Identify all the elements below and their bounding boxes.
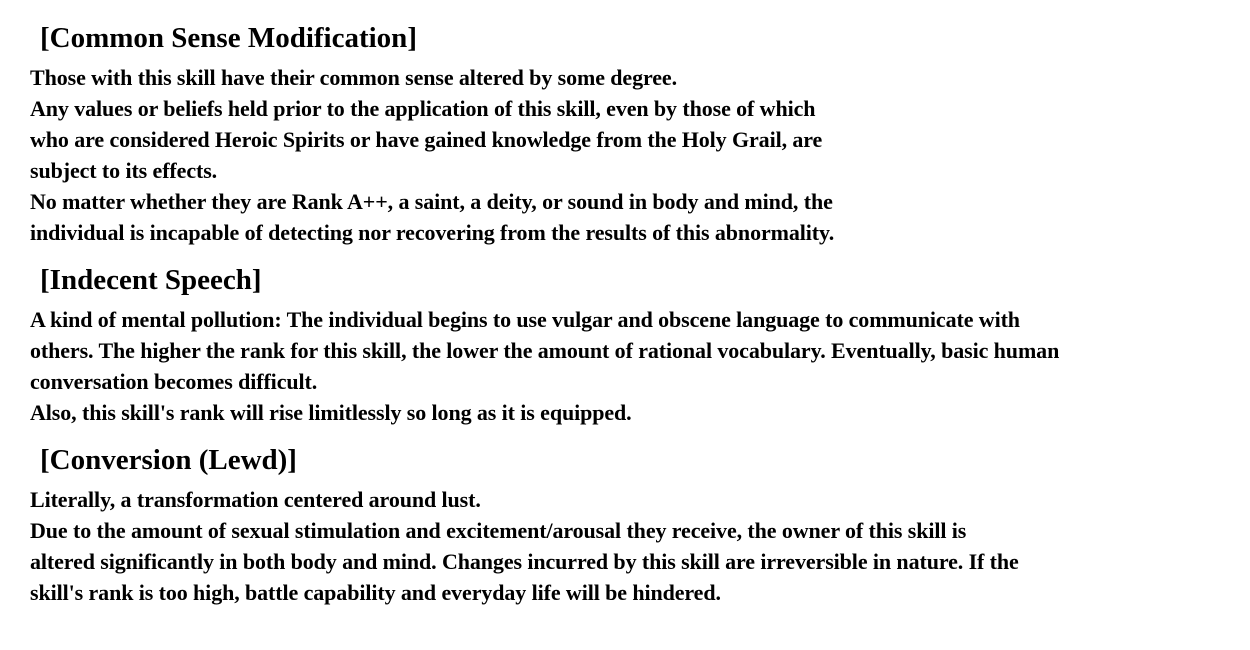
body-line: subject to its effects. [30, 158, 218, 183]
section-common-sense-modification [30, 18, 1245, 248]
section-heading: [Common Sense Modification] [40, 22, 417, 54]
body-line: A kind of mental pollution: The individual begins to use vulgar and obscene language to communicate with [30, 307, 1020, 332]
section-body [30, 62, 1245, 248]
section-indecent-speech [30, 260, 1245, 428]
body-line: altered significantly in both body and mind. Changes incurred by this skill are irreversible in nature. If the [30, 549, 1019, 574]
section-body [30, 304, 1245, 428]
body-line: No matter whether they are Rank A++, a saint, a deity, or sound in body and mind, the [30, 189, 833, 214]
body-line: Those with this skill have their common sense altered by some degree. [30, 65, 677, 90]
section-heading: [Indecent Speech] [40, 264, 262, 296]
body-line: conversation becomes difficult. [30, 369, 318, 394]
document-page [30, 18, 1245, 608]
section-conversion-lewd [30, 440, 1245, 608]
section-heading: [Conversion (Lewd)] [40, 444, 297, 476]
body-line: who are considered Heroic Spirits or have gained knowledge from the Holy Grail, are [30, 127, 823, 152]
body-line: skill's rank is too high, battle capability and everyday life will be hindered. [30, 580, 721, 605]
body-line: Literally, a transformation centered around lust. [30, 487, 481, 512]
body-line: Also, this skill's rank will rise limitlessly so long as it is equipped. [30, 400, 632, 425]
body-line: Due to the amount of sexual stimulation and excitement/arousal they receive, the owner of this skill is [30, 518, 967, 543]
body-line: Any values or beliefs held prior to the application of this skill, even by those of which [30, 96, 816, 121]
body-line: others. The higher the rank for this skill, the lower the amount of rational vocabulary. Eventually, basic human [30, 338, 1060, 363]
section-body [30, 484, 1245, 608]
body-line: individual is incapable of detecting nor recovering from the results of this abnormality. [30, 220, 835, 245]
